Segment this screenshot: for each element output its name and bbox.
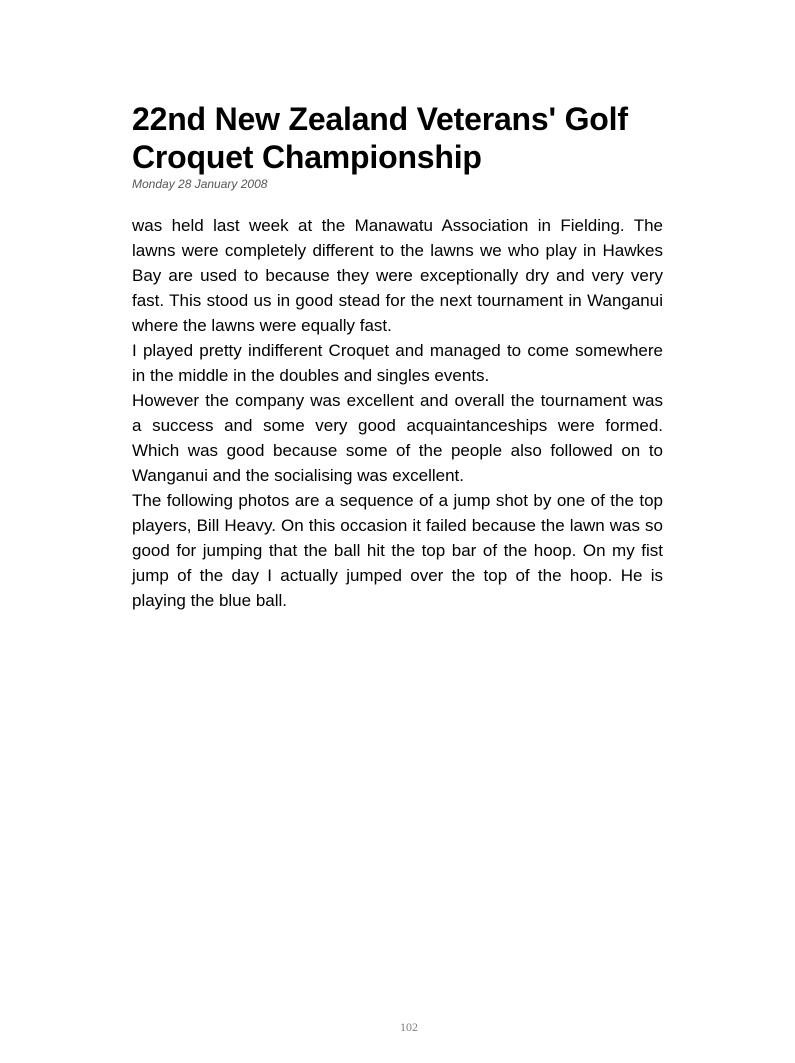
page-number: 102	[400, 1020, 418, 1034]
article-date: Monday 28 January 2008	[132, 177, 268, 191]
article-title-line-2: Croquet Championship	[132, 139, 482, 175]
article-title	[132, 100, 663, 176]
paragraph: was held last week at the Manawatu Association in Fielding. The lawns were completely different to the lawns we who play in Hawkes Bay are used to because they were exceptionally dry and very very fast. This stood us in good stead for the next tournament in Wanganui where the lawns were equally fast.	[132, 216, 663, 335]
paragraph: I played pretty indifferent Croquet and managed to come somewhere in the middle in the doubles and singles events.	[132, 341, 663, 385]
paragraph: However the company was excellent and overall the tournament was a success and some very good acquaintanceships were formed. Which was good because some of the people also followed on to Wanganui and the socialising was excellent.	[132, 391, 663, 485]
article-body	[132, 213, 663, 613]
paragraph: The following photos are a sequence of a jump shot by one of the top players, Bill Heavy. On this occasion it failed because the lawn was so good for jumping that the ball hit the top bar of the hoop. On my fist jump of the day I actually jumped over the top of the hoop. He is playing the blue ball.	[132, 491, 663, 610]
article	[132, 100, 663, 613]
article-title-line-1: 22nd New Zealand Veterans' Golf	[132, 101, 628, 137]
